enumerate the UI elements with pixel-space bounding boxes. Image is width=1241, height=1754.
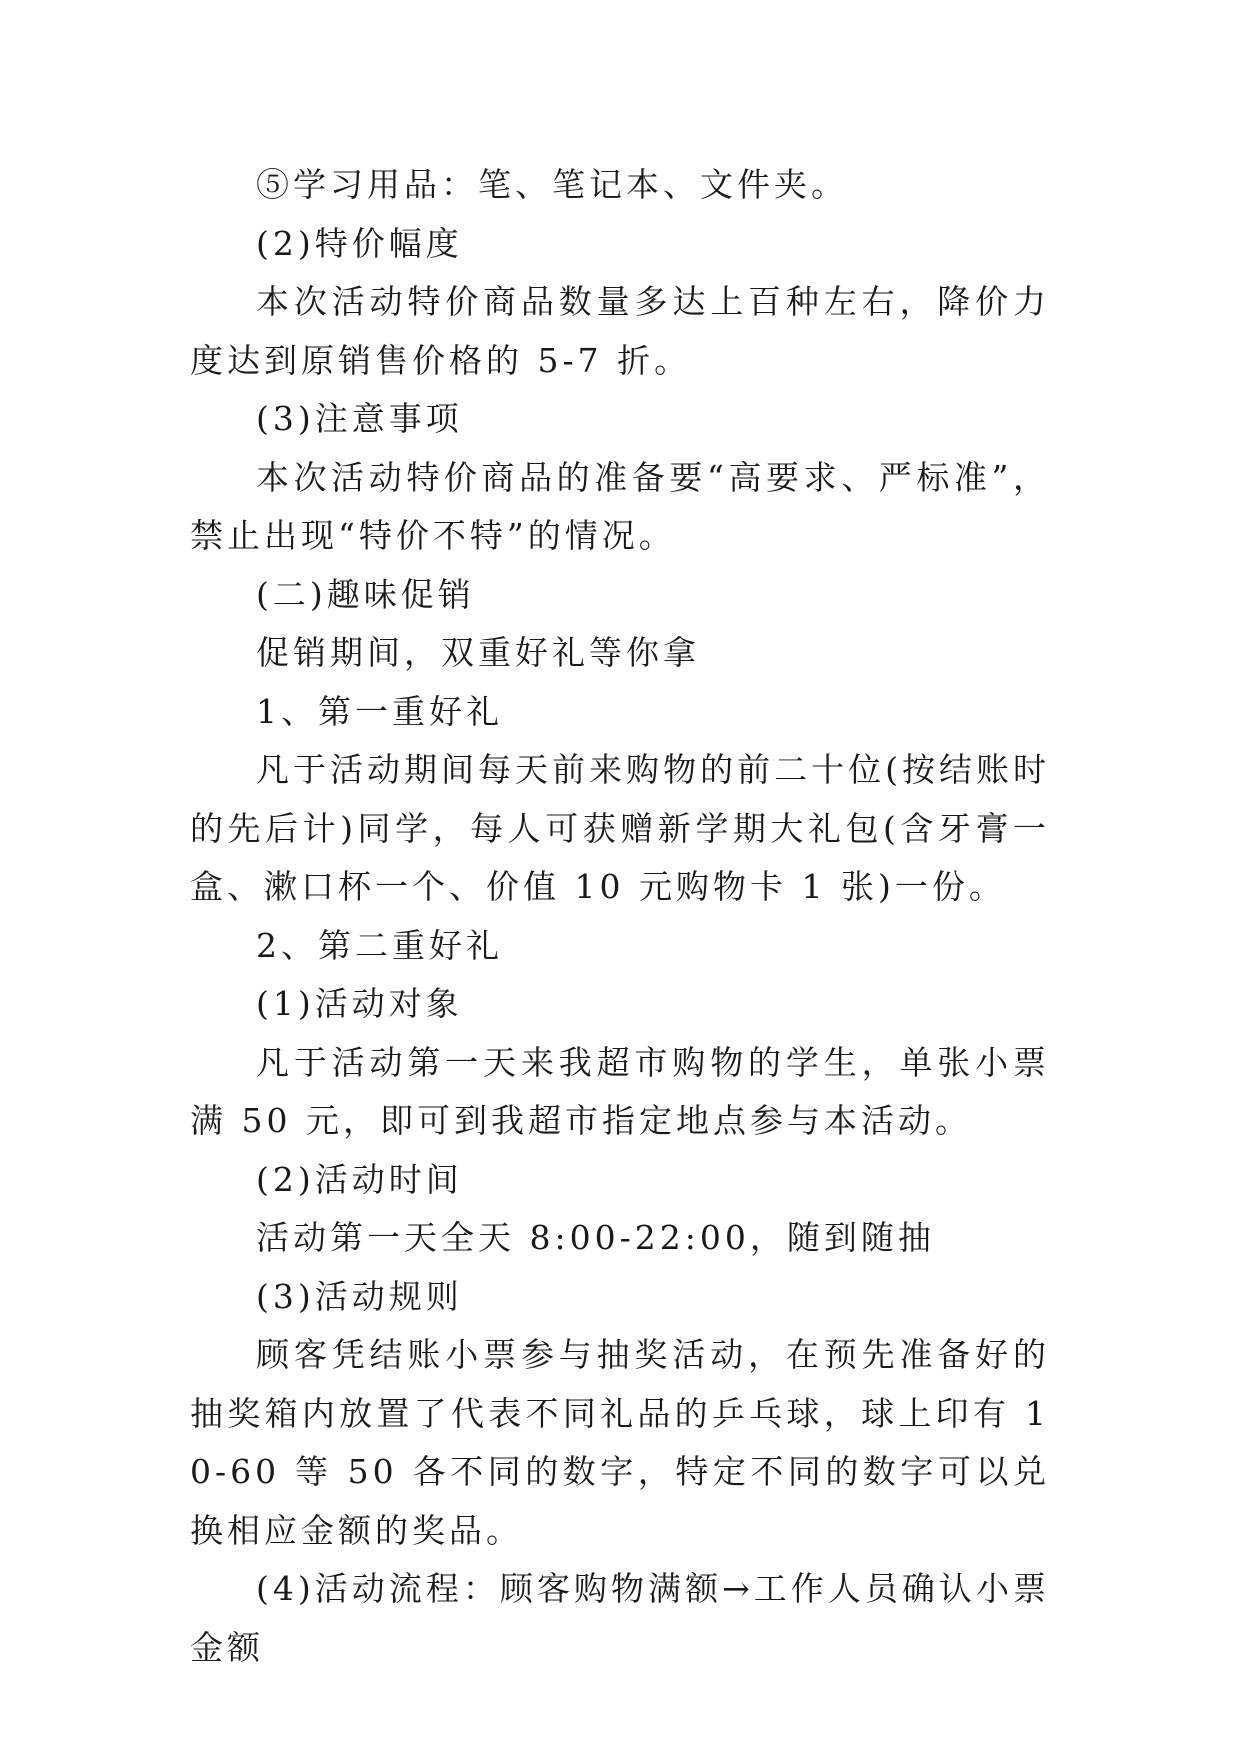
heading-discount-range: (2)特价幅度	[256, 223, 463, 263]
document-body	[190, 156, 1050, 1677]
paragraph-first-gift: 凡于活动期间每天前来购物的前二十位(按结账时的先后计)同学，每人可获赠新学期大礼包(含牙膏一盒、漱口杯一个、价值 10 元购物卡 1 张)一份。	[190, 750, 1050, 906]
paragraph-stationery: ⑤学习用品：笔、笔记本、文件夹。	[256, 165, 848, 204]
heading-activity-target: (1)活动对象	[256, 984, 463, 1023]
paragraph-activity-target: 凡于活动第一天来我超市购物的学生，单张小票满 50 元，即可到我超市指定地点参与本活动。	[190, 1042, 1050, 1140]
heading-activity-rules: (3)活动规则	[256, 1276, 463, 1316]
heading-second-gift: 2、第二重好礼	[256, 925, 503, 965]
paragraph-notes: 本次活动特价商品的准备要“高要求、严标准”，禁止出现“特价不特”的情况。	[190, 457, 1050, 555]
paragraph-discount-range: 本次活动特价商品数量多达上百种左右，降价力度达到原销售价格的 5-7 折。	[190, 282, 1050, 380]
paragraph-activity-rules: 顾客凭结账小票参与抽奖活动，在预先准备好的抽奖箱内放置了代表不同礼品的乒乓球，球上印有 10-60 等 50 各不同的数字，特定不同的数字可以兑换相应金额的奖品。	[190, 1335, 1050, 1550]
heading-activity-time: (2)活动时间	[256, 1159, 463, 1199]
paragraph-activity-time: 活动第一天全天 8:00-22:00，随到随抽	[256, 1218, 935, 1257]
heading-notes: (3)注意事项	[256, 399, 463, 438]
heading-first-gift: 1、第一重好礼	[256, 691, 503, 731]
heading-fun-promotion: (二)趣味促销	[256, 574, 475, 614]
paragraph-double-gift: 促销期间，双重好礼等你拿	[256, 633, 700, 672]
paragraph-activity-flow: (4)活动流程：顾客购物满额→工作人员确认小票金额	[190, 1569, 1050, 1667]
